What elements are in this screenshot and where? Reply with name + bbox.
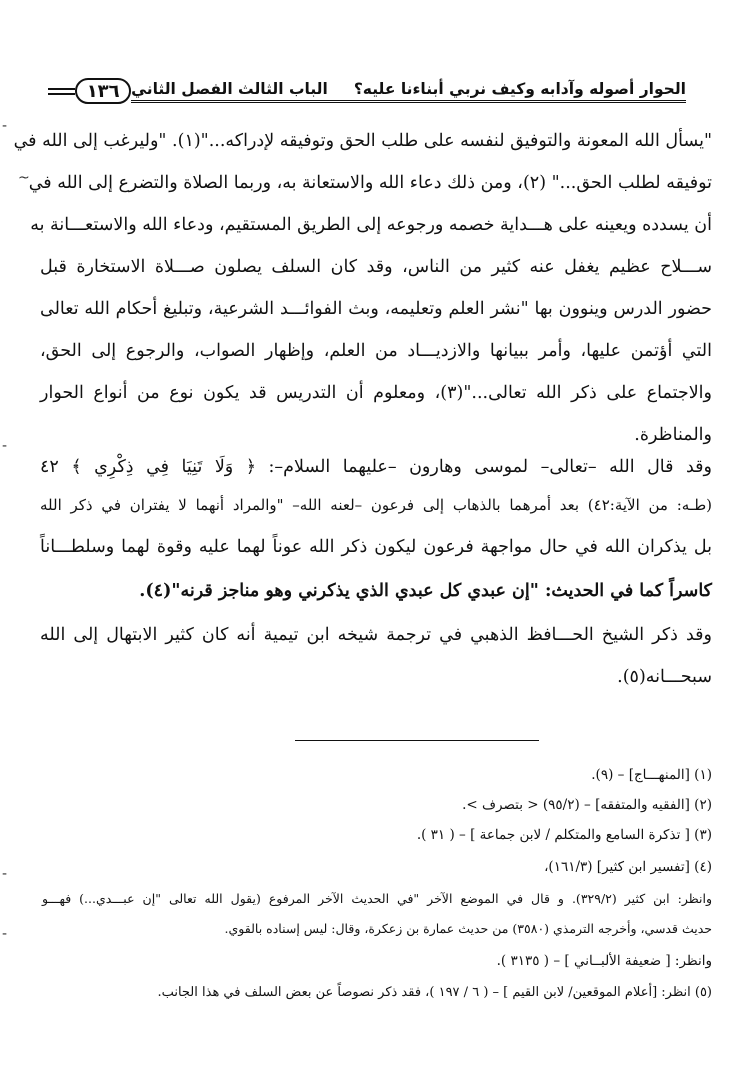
margin-mark: -	[2, 438, 8, 454]
page-number: ١٣٦	[75, 78, 131, 104]
margin-mark: -	[2, 926, 8, 942]
footnote: (٢) [الفقيه والمتفقه] – (٩٥/٢) < بتصرف >.	[462, 797, 712, 813]
text-line: أن يسدده ويعينه على هـــداية خصمه ورجوعه إلى الطريق المستقيم، ودعاء الله والاستعـــانة به	[30, 215, 712, 235]
footnote: حديث قدسي، وأخرجه الترمذي (٣٥٨٠) من حديث عمارة بن زعكرة، وقال: ليس إسناده بالقوي.	[224, 921, 712, 936]
running-title	[131, 80, 686, 103]
footnote: (٤) [تفسير ابن كثير] (١٦١/٣)،	[544, 859, 712, 875]
footnote: وانظر: [ ضعيفة الألبــاني ] – ( ٣١٣٥ ).	[496, 953, 712, 969]
footnote: وانظر: ابن كثير (٣٢٩/٢). و قال في الموضع الآخر "في الحديث الآخر المرفوع (يقول الله تعالى "إن عبـــدي...) فهـــو	[42, 891, 712, 906]
text-line: التي أؤتمن عليها، وأمر ببيانها والازديـــاد من العلم، وإظهار الصواب، والرجوع إلى الحق،	[40, 341, 712, 361]
footnote: (١) [المنهـــاج] – (٩).	[591, 767, 712, 783]
text-line: حضور الدرس وينوون بها "نشر العلم وتعليمه، وبث الفوائـــد الشرعية، وتبليغ أحكام الله تعالى	[40, 299, 712, 319]
footnote: (٥) انظر: [أعلام الموقعين/ لابن القيم ] – ( ٦ / ١٩٧ )، فقد ذكر نصوصاً عن بعض السلف في هذا الجانب.	[157, 985, 712, 1000]
book-title: الحوار أصوله وآدابه وكيف نربي أبناءنا عليه؟	[353, 79, 686, 98]
margin-mark: ~	[18, 170, 30, 186]
margin-mark: -	[2, 118, 8, 134]
text-line: (طـه: من الآية:٤٢) بعد أمرهما بالذهاب إلى فرعون –لعنه الله– "والمراد أنهما لا يفتران في ذكر الله	[40, 496, 713, 514]
page-header	[48, 74, 686, 108]
hadith-line: كاسراً كما في الحديث: "إن عبدي كل عبدي الذي يذكرني وهو مناجز قرنه"(٤).	[139, 581, 712, 601]
text-line: ســـلاح عظيم يغفل عنه كثير من الناس، وقد كان السلف يصلون صـــلاة الاستخارة قبل	[40, 257, 712, 277]
margin-mark: -	[2, 866, 8, 882]
footnote: (٣) [ تذكرة السامع والمتكلم / لابن جماعة ] – ( ٣١ ).	[416, 827, 712, 843]
text-line: "يسأل الله المعونة والتوفيق لنفسه على طلب الحق وتوفيقه لإدراكه..."(١). "وليرغب إلى الله في	[13, 131, 712, 151]
text-line: والاجتماع على ذكر الله تعالى..."(٣)، ومعلوم أن التدريس قد يكون نوع من أنواع الحوار	[40, 383, 713, 403]
text-line: والمناظرة.	[634, 425, 712, 445]
chapter-label: الباب الثالث الفصل الثاني	[131, 79, 328, 98]
text-line: توفيقه لطلب الحق..." (٢)، ومن ذلك دعاء الله والاستعانة به، وربما الصلاة والتضرع إلى الله في	[28, 173, 712, 193]
text-line: وقد ذكر الشيخ الحـــافظ الذهبي في ترجمة شيخه ابن تيمية أنه كان كثير الابتهال إلى الله	[40, 625, 712, 645]
footnote-separator	[295, 740, 539, 741]
text-line: سبحـــانه(٥).	[617, 667, 712, 687]
header-rule	[48, 88, 75, 95]
text-line: بل يذكران الله في حال مواجهة فرعون ليكون ذكر الله عوناً لهما عليه وقوة لهما وسلطـــاناً	[40, 537, 712, 557]
quran-verse-line: وقد قال الله –تعالى– لموسى وهارون –عليهما السلام–: ﴿ وَلَا تَنِيَا فِي ذِكْرِي ﴾ ٤٢	[40, 457, 712, 477]
